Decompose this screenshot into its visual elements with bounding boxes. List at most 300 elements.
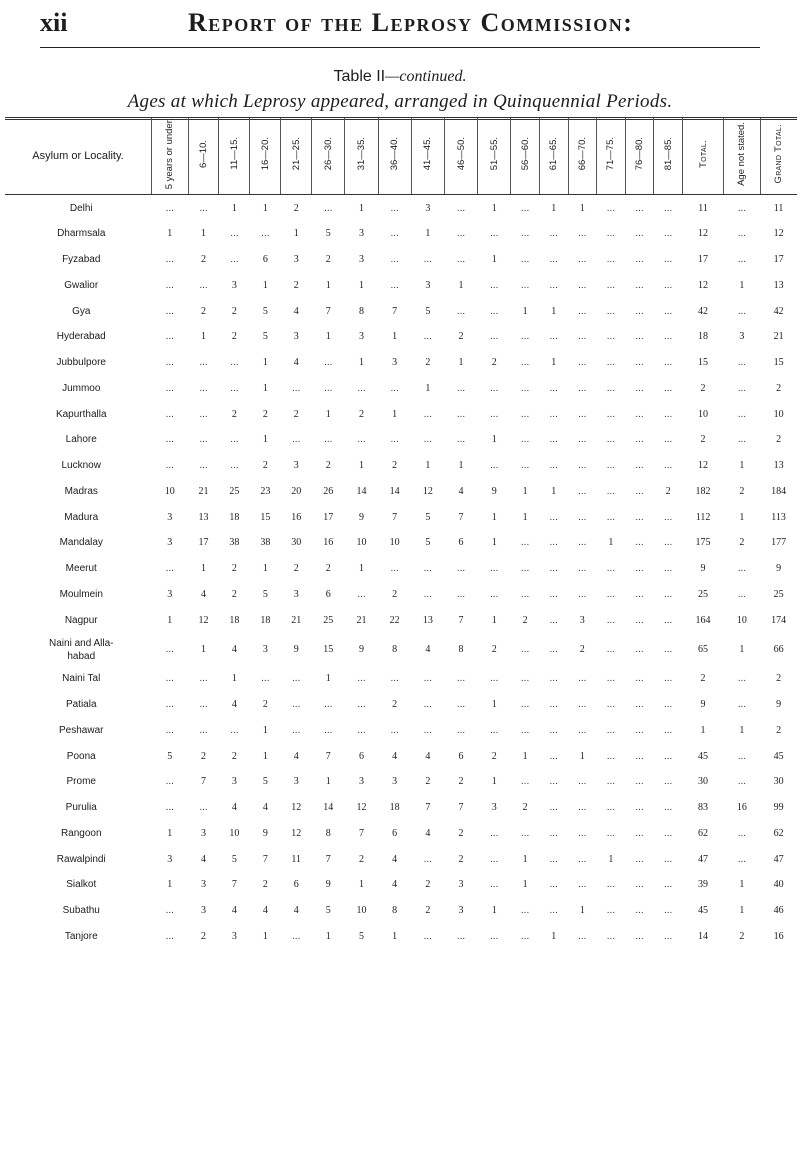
value-cell: ... (199, 673, 208, 685)
value-cell: ... (606, 930, 616, 942)
value-cell: ... (578, 382, 587, 394)
value-cell: ... (549, 382, 558, 394)
value-cell: 2 (700, 434, 706, 446)
value-cell: 2 (522, 802, 528, 814)
locality-cell (5, 846, 151, 872)
value-cell: ... (635, 905, 644, 917)
value-cell: 2 (425, 357, 431, 369)
value-cell: 7 (325, 750, 331, 762)
column-header-label: 51—55. (488, 137, 500, 171)
value-cell: 4 (392, 879, 398, 891)
value-cell: 12 (291, 802, 302, 814)
value-cell: ... (490, 827, 499, 839)
value-cell: 21 (291, 614, 302, 626)
value-cell: ... (456, 930, 466, 942)
value-cell: ... (520, 202, 530, 214)
value-cell: 2 (739, 537, 745, 549)
value-cell: 3 (579, 614, 585, 626)
value-cell: 1 (579, 202, 585, 214)
value-cell: ... (635, 434, 644, 446)
value-cell: ... (635, 827, 644, 839)
value-cell: 18 (229, 511, 240, 523)
value-cell: 1 (700, 724, 706, 736)
value-cell: ... (606, 382, 616, 394)
value-cell: 4 (231, 905, 237, 917)
value-cell: ... (549, 279, 558, 291)
value-cell: 2 (231, 563, 237, 575)
value-cell: ... (520, 228, 530, 240)
locality-name: Tanjore (64, 930, 98, 942)
value-cell: ... (606, 485, 616, 497)
value-cell: 13 (198, 511, 209, 523)
value-cell: ... (737, 827, 747, 839)
value-cell: ... (549, 460, 558, 472)
value-cell: 5 (425, 511, 431, 523)
running-title: Report of the Leprosy Commission: (188, 8, 634, 37)
value-cell: 3 (458, 905, 464, 917)
value-cell: ... (635, 460, 644, 472)
value-cell: 10 (229, 827, 240, 839)
value-cell: ... (549, 724, 558, 736)
value-cell: 8 (325, 827, 331, 839)
value-cell: ... (663, 434, 673, 446)
value-cell: 113 (771, 511, 786, 523)
value-cell: ... (663, 905, 673, 917)
value-cell: ... (292, 930, 301, 942)
value-cell: 3 (293, 254, 299, 266)
table-row (5, 872, 797, 898)
value-cell: ... (549, 750, 558, 762)
column-header (411, 118, 444, 195)
value-cell: 7 (231, 879, 237, 891)
locality-cell (5, 195, 151, 221)
value-cell: 174 (771, 614, 787, 626)
value-cell: 1 (551, 202, 557, 214)
table-row (5, 718, 797, 744)
column-header (188, 118, 219, 195)
value-cell: 10 (356, 905, 367, 917)
value-cell: 16 (773, 930, 784, 942)
column-header (760, 118, 797, 195)
value-cell: 1 (201, 228, 207, 240)
locality-cell (5, 795, 151, 821)
value-cell: 3 (201, 905, 207, 917)
value-cell: ... (520, 827, 530, 839)
value-cell: ... (606, 644, 616, 656)
value-cell: 2 (491, 750, 497, 762)
value-cell: ... (520, 357, 530, 369)
value-cell: 15 (260, 511, 271, 523)
value-cell: ... (606, 202, 616, 214)
value-cell: ... (199, 357, 208, 369)
value-cell: ... (578, 279, 587, 291)
value-cell: 10 (773, 408, 784, 420)
locality-cell (5, 530, 151, 556)
value-cell: ... (578, 254, 587, 266)
value-cell: 45 (773, 750, 784, 762)
locality-name: Rangoon (60, 827, 102, 839)
value-cell: 22 (389, 614, 400, 626)
value-cell: 3 (231, 279, 237, 291)
value-cell: ... (549, 408, 558, 420)
value-cell: 9 (358, 511, 364, 523)
value-cell: ... (230, 228, 239, 240)
value-cell: 1 (739, 905, 745, 917)
value-cell: ... (230, 382, 239, 394)
value-cell: 1 (262, 930, 268, 942)
value-cell: ... (490, 228, 499, 240)
value-cell: ... (423, 254, 432, 266)
value-cell: 184 (771, 485, 787, 497)
value-cell: 3 (425, 202, 431, 214)
value-cell: 7 (358, 827, 364, 839)
value-cell: ... (165, 254, 174, 266)
value-cell: ... (606, 434, 616, 446)
locality-name: Delhi (69, 202, 93, 214)
value-cell: 9 (776, 563, 782, 575)
column-header (511, 118, 540, 195)
value-cell: ... (261, 673, 270, 685)
value-cell: 9 (700, 563, 706, 575)
value-cell: 3 (201, 827, 207, 839)
value-cell: ... (520, 588, 530, 600)
value-cell: 15 (698, 357, 709, 369)
value-cell: 6 (358, 750, 364, 762)
value-cell: ... (165, 460, 174, 472)
value-cell: ... (578, 588, 587, 600)
value-cell: ... (635, 699, 644, 711)
value-cell: ... (663, 614, 673, 626)
value-cell: ... (737, 776, 747, 788)
value-cell: 1 (358, 563, 364, 575)
column-header (654, 118, 683, 195)
value-cell: 12 (422, 485, 433, 497)
table-row (5, 530, 797, 556)
locality-cell (5, 692, 151, 718)
value-cell: 2 (458, 331, 464, 343)
value-cell: 30 (773, 776, 784, 788)
value-cell: ... (520, 408, 530, 420)
value-cell: ... (578, 776, 587, 788)
value-cell: 7 (458, 802, 464, 814)
value-cell: ... (199, 382, 208, 394)
value-cell: 2 (262, 699, 268, 711)
value-cell: 4 (425, 750, 431, 762)
value-cell: ... (663, 776, 673, 788)
value-cell: ... (199, 408, 208, 420)
value-cell: 10 (736, 614, 747, 626)
value-cell: 1 (358, 279, 364, 291)
value-cell: ... (663, 382, 673, 394)
value-cell: ... (578, 699, 587, 711)
value-cell: 5 (167, 750, 173, 762)
value-cell: ... (165, 724, 174, 736)
value-cell: ... (165, 357, 174, 369)
value-cell: 182 (695, 485, 711, 497)
value-cell: ... (520, 382, 530, 394)
value-cell: 1 (201, 331, 207, 343)
value-cell: 1 (358, 460, 364, 472)
value-cell: 3 (293, 588, 299, 600)
value-cell: ... (663, 853, 673, 865)
value-cell: ... (324, 434, 333, 446)
value-cell: 1 (551, 485, 557, 497)
value-cell: 2 (231, 408, 237, 420)
value-cell: 2 (201, 930, 207, 942)
value-cell: 1 (491, 254, 497, 266)
header-row (5, 118, 797, 195)
column-header-label: 81—85. (662, 137, 674, 171)
value-cell: 13 (422, 614, 433, 626)
value-cell: ... (635, 408, 644, 420)
value-cell: 4 (293, 305, 299, 317)
value-cell: ... (635, 228, 644, 240)
value-cell: 38 (260, 537, 271, 549)
value-cell: ... (578, 724, 587, 736)
value-cell: 25 (323, 614, 334, 626)
value-cell: ... (635, 357, 644, 369)
value-cell: ... (737, 588, 747, 600)
value-cell: ... (549, 254, 558, 266)
column-header-label: Asylum or Locality. (32, 149, 124, 162)
table-title-main: Table II (333, 68, 386, 85)
column-header-label: 5 years or under. (164, 118, 176, 190)
locality-name: Gya (72, 305, 91, 317)
value-cell: ... (165, 644, 174, 656)
value-cell: ... (578, 827, 587, 839)
column-header (625, 118, 654, 195)
value-cell: ... (578, 331, 587, 343)
locality-cell (5, 582, 151, 608)
column-header (597, 118, 626, 195)
value-cell: 6 (458, 537, 464, 549)
table-row (5, 898, 797, 924)
value-cell: ... (578, 563, 587, 575)
value-cell: 15 (323, 644, 334, 656)
value-cell: ... (423, 930, 432, 942)
column-header-label: 41—45. (422, 137, 434, 171)
value-cell: ... (663, 644, 673, 656)
column-header-label: 26—30. (322, 137, 334, 171)
column-header (312, 118, 345, 195)
locality-name: Purulia (65, 802, 97, 814)
value-cell: ... (549, 537, 558, 549)
value-cell: 1 (201, 644, 207, 656)
value-cell: ... (490, 588, 499, 600)
value-cell: 2 (491, 644, 497, 656)
locality-cell (5, 821, 151, 847)
value-cell: 2 (325, 563, 331, 575)
table-row (5, 221, 797, 247)
value-cell: ... (520, 563, 530, 575)
value-cell: ... (635, 382, 644, 394)
value-cell: 39 (698, 879, 709, 891)
value-cell: 1 (739, 724, 745, 736)
locality-cell (5, 376, 151, 402)
value-cell: ... (199, 699, 208, 711)
value-cell: 2 (262, 460, 268, 472)
value-cell: 112 (695, 511, 711, 523)
value-cell: ... (578, 853, 587, 865)
value-cell: 2 (293, 563, 299, 575)
value-cell: 1 (392, 930, 398, 942)
value-cell: ... (292, 673, 301, 685)
table-title (0, 68, 800, 86)
value-cell: ... (292, 382, 301, 394)
value-cell: 17 (698, 254, 709, 266)
value-cell: 1 (491, 905, 497, 917)
value-cell: 2 (392, 588, 398, 600)
value-cell: 4 (262, 905, 268, 917)
value-cell: ... (663, 460, 673, 472)
value-cell: 9 (491, 485, 497, 497)
value-cell: 3 (358, 776, 364, 788)
value-cell: ... (663, 357, 673, 369)
table-subtitle: Ages at which Leprosy appeared, arranged in Quinquennial Periods. (127, 91, 673, 112)
value-cell: ... (423, 563, 432, 575)
value-cell: ... (663, 827, 673, 839)
value-cell: 2 (325, 254, 331, 266)
value-cell: ... (199, 202, 208, 214)
table-row (5, 821, 797, 847)
locality-name: Dharmsala (57, 228, 106, 240)
value-cell: ... (578, 537, 587, 549)
value-cell: 3 (231, 930, 237, 942)
value-cell: ... (390, 673, 399, 685)
value-cell: ... (737, 853, 747, 865)
value-cell: 1 (739, 460, 745, 472)
value-cell: ... (549, 588, 558, 600)
value-cell: 25 (773, 588, 784, 600)
value-cell: 2 (458, 776, 464, 788)
value-cell: 12 (198, 614, 209, 626)
value-cell: ... (456, 563, 466, 575)
value-cell: 21 (773, 331, 784, 343)
value-cell: 4 (262, 802, 268, 814)
value-cell: 2 (262, 408, 268, 420)
table-row (5, 633, 797, 666)
value-cell: ... (549, 511, 558, 523)
value-cell: ... (165, 279, 174, 291)
table-row (5, 298, 797, 324)
value-cell: ... (549, 699, 558, 711)
column-header-label: 11—15. (228, 137, 240, 170)
value-cell: 1 (522, 485, 528, 497)
value-cell: 1 (608, 537, 614, 549)
value-cell: 47 (773, 853, 784, 865)
value-cell: ... (606, 614, 616, 626)
locality-name: Lahore (65, 434, 97, 446)
value-cell: 1 (167, 614, 173, 626)
value-cell: ... (390, 202, 399, 214)
value-cell: ... (549, 331, 558, 343)
value-cell: ... (357, 588, 366, 600)
value-cell: 9 (776, 699, 782, 711)
locality-name: Patiala (65, 699, 97, 711)
locality-cell (5, 221, 151, 247)
value-cell: ... (606, 699, 616, 711)
value-cell: 2 (358, 408, 364, 420)
value-cell: ... (292, 434, 301, 446)
value-cell: ... (490, 460, 499, 472)
value-cell: ... (456, 434, 466, 446)
value-cell: ... (578, 879, 587, 891)
value-cell: ... (635, 485, 644, 497)
column-header (444, 118, 477, 195)
locality-cell (5, 872, 151, 898)
value-cell: 4 (458, 485, 464, 497)
column-header (539, 118, 568, 195)
value-cell: ... (423, 331, 432, 343)
value-cell: 1 (458, 460, 464, 472)
table-row (5, 376, 797, 402)
value-cell: 1 (739, 511, 745, 523)
value-cell: 13 (773, 460, 784, 472)
value-cell: 21 (356, 614, 367, 626)
value-cell: 1 (491, 434, 497, 446)
locality-name: Poona (66, 750, 96, 762)
value-cell: 1 (551, 305, 557, 317)
value-cell: 1 (167, 228, 173, 240)
value-cell: 3 (167, 853, 173, 865)
value-cell: 3 (358, 228, 364, 240)
value-cell: ... (606, 254, 616, 266)
value-cell: 47 (698, 853, 709, 865)
value-cell: ... (549, 853, 558, 865)
value-cell: 1 (491, 776, 497, 788)
value-cell: 10 (698, 408, 709, 420)
value-cell: 18 (260, 614, 271, 626)
value-cell: 1 (201, 563, 207, 575)
value-cell: ... (456, 254, 466, 266)
locality-cell (5, 298, 151, 324)
value-cell: ... (324, 699, 333, 711)
value-cell: ... (635, 930, 644, 942)
column-header-label: 31—35. (355, 137, 367, 171)
table-title-suffix: —continued. (385, 68, 467, 85)
value-cell: 1 (522, 853, 528, 865)
value-cell: 6 (293, 879, 299, 891)
value-cell: 18 (229, 614, 240, 626)
value-cell: ... (578, 673, 587, 685)
value-cell: ... (390, 724, 399, 736)
column-header (478, 118, 511, 195)
value-cell: ... (663, 879, 673, 891)
value-cell: 177 (771, 537, 787, 549)
column-header (724, 118, 761, 195)
value-cell: 3 (167, 588, 173, 600)
value-cell: ... (165, 305, 174, 317)
value-cell: 13 (773, 279, 784, 291)
value-cell: 7 (392, 305, 398, 317)
value-cell: 1 (325, 331, 331, 343)
value-cell: ... (578, 408, 587, 420)
value-cell: 18 (389, 802, 400, 814)
value-cell: ... (520, 724, 530, 736)
value-cell: 1 (458, 357, 464, 369)
column-header-label: 46—50. (455, 137, 467, 171)
locality-name: Jummoo (62, 382, 101, 394)
value-cell: 3 (425, 279, 431, 291)
value-cell: 12 (773, 228, 784, 240)
column-header-label: Total. (697, 139, 709, 168)
column-header-label: 6—10. (198, 139, 210, 168)
value-cell: 11 (773, 202, 784, 214)
value-cell: 30 (291, 537, 302, 549)
value-cell: 6 (458, 750, 464, 762)
table-row (5, 769, 797, 795)
value-cell: 8 (392, 644, 398, 656)
